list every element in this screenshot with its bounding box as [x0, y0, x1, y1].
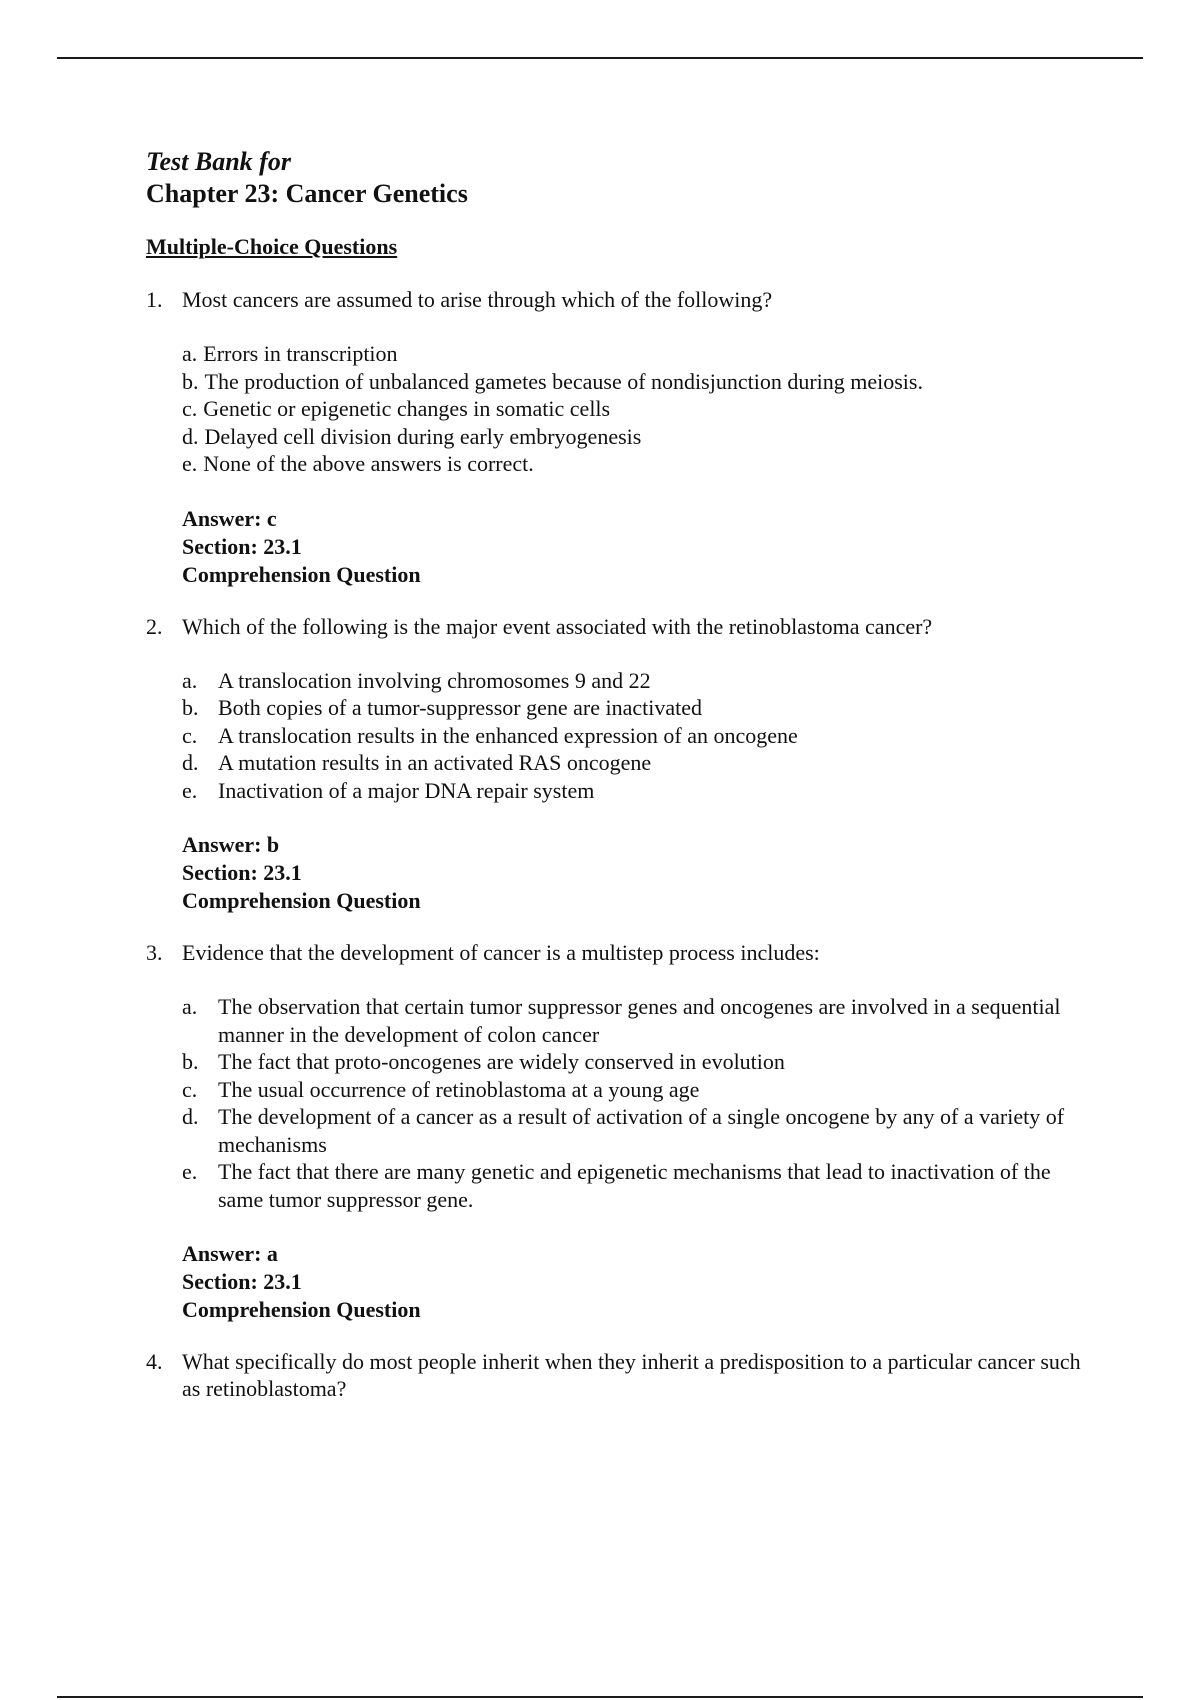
option-letter: c.	[182, 722, 198, 748]
bottom-rule	[57, 1696, 1143, 1698]
chapter-title: Chapter 23: Cancer Genetics	[146, 179, 468, 208]
question-number: 4.	[146, 1349, 163, 1374]
question-stem	[146, 939, 1086, 966]
option-letter: a.	[182, 994, 198, 1019]
question-stem	[146, 1348, 1086, 1402]
option-c	[182, 1076, 1086, 1104]
option-letter: d.	[182, 423, 199, 449]
question-text: Which of the following is the major event associated with the retinoblastoma cancer?	[182, 613, 933, 639]
option-text: Delayed cell division during early embryogenesis	[204, 423, 642, 449]
option-letter: b.	[182, 1049, 199, 1074]
question-type-label: Comprehension Question	[182, 888, 421, 913]
option-text: Both copies of a tumor-suppressor gene are inactivated	[218, 695, 703, 720]
option-c	[182, 395, 1086, 423]
option-text: A translocation involving chromosomes 9 and 22	[218, 667, 651, 693]
option-b	[182, 1048, 1086, 1076]
option-e	[182, 450, 1086, 478]
option-d	[182, 423, 1086, 451]
option-letter: e.	[182, 1159, 198, 1184]
top-rule	[57, 57, 1143, 59]
option-letter: e.	[182, 777, 198, 803]
option-text: The fact that proto-oncogenes are widely conserved in evolution	[218, 1049, 785, 1074]
question-type-label: Comprehension Question	[182, 1297, 421, 1322]
answer-options	[182, 993, 1086, 1213]
question-3	[146, 939, 1086, 1324]
option-text: The fact that there are many genetic and epigenetic mechanisms that lead to inactivation of the same tumor suppressor gene.	[218, 1159, 1051, 1212]
option-a	[182, 667, 1086, 695]
option-text: A mutation results in an activated RAS oncogene	[218, 750, 652, 775]
section-heading: Multiple-Choice Questions	[146, 234, 398, 259]
option-text: Inactivation of a major DNA repair system	[218, 777, 595, 803]
option-a	[182, 993, 1086, 1048]
question-number: 3.	[146, 940, 163, 965]
option-letter: a.	[182, 667, 198, 693]
option-b	[182, 368, 1086, 396]
question-1	[146, 286, 1086, 589]
question-2	[146, 613, 1086, 916]
option-letter: b.	[182, 695, 199, 720]
option-text: The production of unbalanced gametes because of nondisjunction during meiosis.	[204, 368, 923, 394]
option-letter: c.	[182, 396, 198, 421]
document-body	[146, 146, 1086, 1402]
option-text: The usual occurrence of retinoblastoma at a young age	[218, 1076, 700, 1102]
option-text: The observation that certain tumor suppressor genes and oncogenes are involved in a sequential manner in the development of colon cancer	[218, 994, 1061, 1047]
document-title-line1: Test Bank for	[146, 147, 291, 176]
section-label: Section: 23.1	[182, 860, 302, 885]
option-text: A translocation results in the enhanced expression of an oncogene	[218, 722, 798, 748]
question-4	[146, 1348, 1086, 1402]
question-type-label: Comprehension Question	[182, 561, 421, 587]
question-text: What specifically do most people inherit when they inherit a predisposition to a particular cancer such as retinoblastoma?	[182, 1349, 1081, 1401]
option-e	[182, 777, 1086, 805]
option-text: The development of a cancer as a result of activation of a single oncogene by any of a variety of mechanisms	[218, 1104, 1065, 1157]
question-stem	[146, 613, 1086, 640]
question-stem	[146, 286, 1086, 313]
answer-label: Answer: b	[182, 832, 280, 857]
section-label: Section: 23.1	[182, 533, 302, 559]
question-number: 1.	[146, 287, 163, 312]
answer-options	[182, 340, 1086, 478]
option-a	[182, 340, 1086, 368]
question-text: Evidence that the development of cancer is a multistep process includes:	[182, 940, 820, 965]
option-text: Genetic or epigenetic changes in somatic cells	[203, 396, 611, 421]
answer-block	[182, 1240, 1086, 1324]
answer-options	[182, 667, 1086, 805]
option-letter: e.	[182, 451, 198, 476]
answer-label: Answer: a	[182, 1241, 278, 1266]
section-label: Section: 23.1	[182, 1269, 302, 1294]
option-d	[182, 749, 1086, 777]
question-text: Most cancers are assumed to arise through which of the following?	[182, 287, 773, 312]
option-text: None of the above answers is correct.	[203, 451, 534, 476]
question-number: 2.	[146, 613, 163, 639]
option-letter: d.	[182, 1104, 199, 1129]
option-b	[182, 694, 1086, 722]
answer-block	[182, 831, 1086, 915]
option-c	[182, 722, 1086, 750]
option-letter: c.	[182, 1076, 198, 1102]
option-letter: a.	[182, 341, 198, 366]
option-e	[182, 1158, 1086, 1213]
answer-block	[182, 505, 1086, 589]
option-text: Errors in transcription	[203, 341, 398, 366]
answer-label: Answer: c	[182, 505, 277, 531]
option-letter: d.	[182, 750, 199, 775]
option-letter: b.	[182, 368, 199, 394]
option-d	[182, 1103, 1086, 1158]
